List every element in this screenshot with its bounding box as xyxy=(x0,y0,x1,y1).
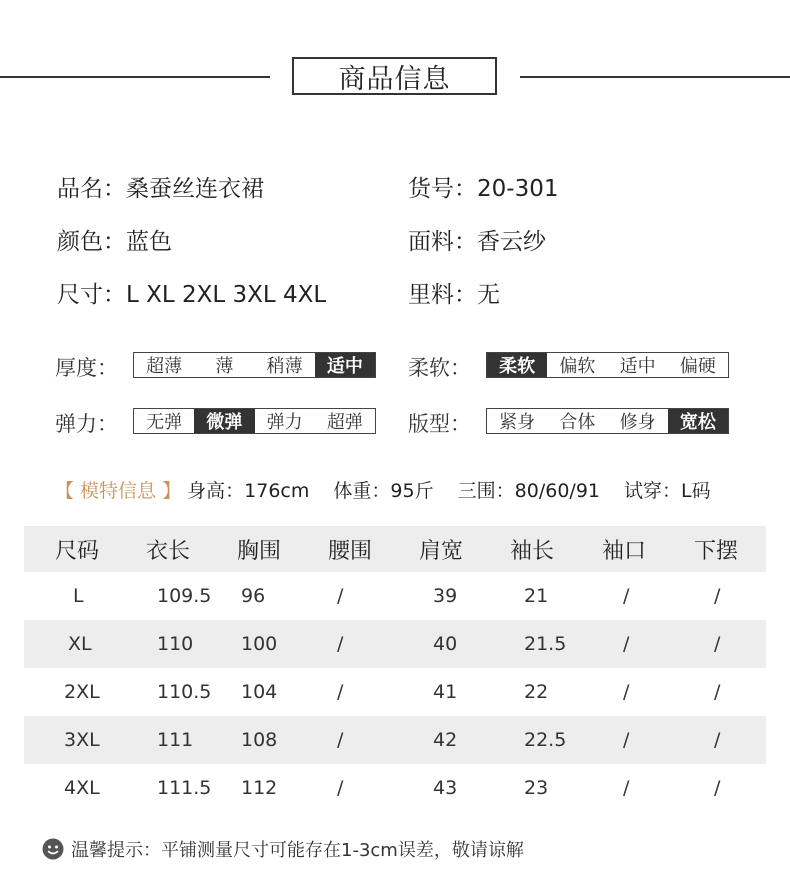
section-title: 商品信息 xyxy=(292,57,497,95)
cell-length: 109.5 xyxy=(157,585,212,607)
softness-option: 偏软 xyxy=(559,356,596,377)
cell-shoulder: 41 xyxy=(433,681,458,703)
cell-waist: / xyxy=(337,681,344,703)
header-sleeve: 袖长 xyxy=(510,538,555,564)
fit-option: 紧身 xyxy=(499,412,536,433)
softness-option: 柔软 xyxy=(487,353,547,377)
thickness-option: 薄 xyxy=(215,356,234,377)
cell-sleeve: 22.5 xyxy=(524,729,567,751)
cell-length: 110.5 xyxy=(157,681,212,703)
table-row xyxy=(24,764,766,812)
fit-option: 宽松 xyxy=(668,409,728,433)
product-fabric: 面料：香云纱 xyxy=(408,229,546,255)
model-measurements: 三围：80/60/91 xyxy=(457,480,600,502)
title-divider-left xyxy=(0,76,270,78)
cell-sleeve: 21 xyxy=(524,585,549,607)
cell-chest: 112 xyxy=(241,777,278,799)
cell-cuff: / xyxy=(623,681,630,703)
softness-scale xyxy=(486,352,729,378)
item-number: 货号：20-301 xyxy=(408,176,559,202)
cell-shoulder: 40 xyxy=(433,633,458,655)
table-row xyxy=(24,572,766,620)
cell-waist: / xyxy=(337,633,344,655)
softness-label: 柔软： xyxy=(408,356,471,380)
tip-text: 温馨提示：平铺测量尺寸可能存在1-3cm误差，敬请谅解 xyxy=(71,840,524,861)
softness-option: 偏硬 xyxy=(679,356,716,377)
thickness-option: 适中 xyxy=(315,353,375,377)
header-waist: 腰围 xyxy=(328,538,373,564)
model-info-heading: 【 模特信息 】 xyxy=(55,480,182,502)
cell-chest: 96 xyxy=(241,585,266,607)
measurement-tip xyxy=(42,836,524,862)
model-weight: 体重：95斤 xyxy=(333,480,434,502)
header-size: 尺码 xyxy=(55,538,100,564)
cell-size: L xyxy=(73,585,84,607)
softness-option: 适中 xyxy=(619,356,656,377)
smiley-icon xyxy=(42,838,64,860)
cell-size: XL xyxy=(68,633,92,655)
elasticity-option: 微弹 xyxy=(194,409,254,433)
elasticity-option: 无弹 xyxy=(146,412,183,433)
cell-shoulder: 43 xyxy=(433,777,458,799)
title-divider-right xyxy=(520,76,790,78)
cell-waist: / xyxy=(337,585,344,607)
cell-size: 3XL xyxy=(64,729,100,751)
cell-length: 110 xyxy=(157,633,194,655)
cell-chest: 100 xyxy=(241,633,278,655)
product-name: 品名：桑蚕丝连衣裙 xyxy=(57,176,264,202)
header-chest: 胸围 xyxy=(237,538,282,564)
cell-waist: / xyxy=(337,729,344,751)
cell-chest: 108 xyxy=(241,729,278,751)
elasticity-option: 超弹 xyxy=(326,412,363,433)
cell-sleeve: 23 xyxy=(524,777,549,799)
elasticity-option: 弹力 xyxy=(266,412,303,433)
model-height: 身高：176cm xyxy=(187,480,310,502)
cell-sleeve: 21.5 xyxy=(524,633,567,655)
size-table xyxy=(24,526,766,812)
elasticity-label: 弹力： xyxy=(55,412,118,436)
cell-size: 4XL xyxy=(64,777,100,799)
table-row xyxy=(24,668,766,716)
cell-length: 111 xyxy=(157,729,194,751)
cell-cuff: / xyxy=(623,585,630,607)
header-cuff: 袖口 xyxy=(602,538,647,564)
cell-hem: / xyxy=(714,585,721,607)
product-sizes: 尺寸：L XL 2XL 3XL 4XL xyxy=(57,282,327,308)
header-hem: 下摆 xyxy=(694,538,739,564)
cell-cuff: / xyxy=(623,633,630,655)
cell-size: 2XL xyxy=(64,681,100,703)
cell-hem: / xyxy=(714,729,721,751)
cell-hem: / xyxy=(714,777,721,799)
thickness-option: 稍薄 xyxy=(266,356,303,377)
elasticity-scale xyxy=(133,408,376,434)
cell-hem: / xyxy=(714,633,721,655)
cell-shoulder: 39 xyxy=(433,585,458,607)
cell-sleeve: 22 xyxy=(524,681,549,703)
cell-waist: / xyxy=(337,777,344,799)
thickness-option: 超薄 xyxy=(146,356,183,377)
cell-shoulder: 42 xyxy=(433,729,458,751)
fit-option: 合体 xyxy=(559,412,596,433)
cell-cuff: / xyxy=(623,777,630,799)
model-info xyxy=(55,476,729,503)
thickness-label: 厚度： xyxy=(55,356,118,380)
cell-hem: / xyxy=(714,681,721,703)
table-row xyxy=(24,620,766,668)
fit-scale xyxy=(486,408,729,434)
header-shoulder: 肩宽 xyxy=(419,538,464,564)
fit-label: 版型： xyxy=(408,412,471,436)
cell-length: 111.5 xyxy=(157,777,212,799)
header-length: 衣长 xyxy=(146,538,191,564)
product-color: 颜色：蓝色 xyxy=(57,229,172,255)
cell-cuff: / xyxy=(623,729,630,751)
thickness-scale xyxy=(133,352,376,378)
table-row xyxy=(24,716,766,764)
table-header-row xyxy=(24,526,766,572)
product-lining: 里料：无 xyxy=(408,282,500,308)
model-try-on: 试穿：L码 xyxy=(624,480,711,502)
cell-chest: 104 xyxy=(241,681,278,703)
fit-option: 修身 xyxy=(619,412,656,433)
